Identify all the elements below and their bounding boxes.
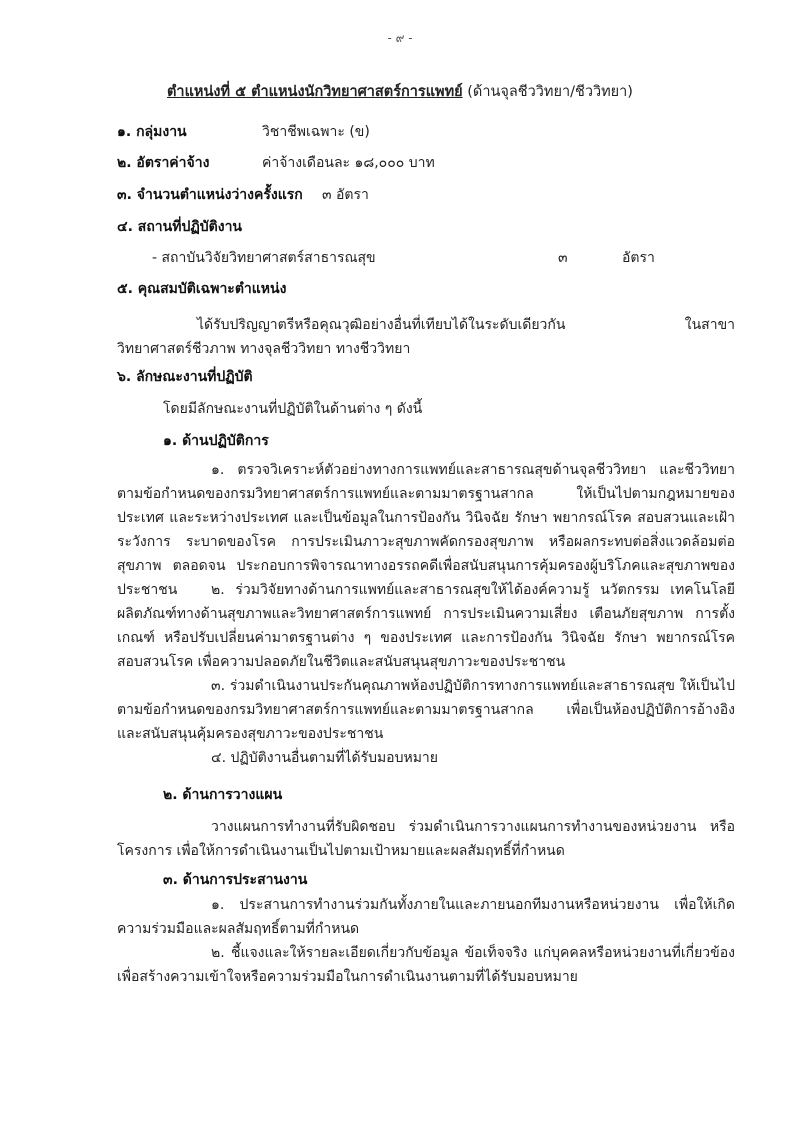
vacancies-value: ๓ อัตรา	[322, 187, 369, 203]
operations-heading: ๑. ด้านปฏิบัติการ	[163, 433, 269, 449]
wage-label: ๒. อัตราค่าจ้าง	[117, 155, 210, 171]
coordination-heading: ๓. ด้านการประสานงาน	[163, 872, 308, 888]
title-main: ตำแหน่งที่ ๕ ตำแหน่งนักวิทยาศาสตร์การแพทย์	[167, 84, 463, 100]
location-count: ๓	[558, 250, 568, 266]
duties-intro: โดยมีลักษณะงานที่ปฏิบัติในด้านต่าง ๆ ดังนี้	[163, 401, 423, 417]
duties-label: ๖. ลักษณะงานที่ปฏิบัติ	[117, 369, 253, 385]
location-unit: อัตรา	[622, 250, 655, 266]
operations-p3: ๓. ร่วมดำเนินงานประกันคุณภาพห้องปฏิบัติการทางการแพทย์และสาธารณสุข ให้เป็นไป ตามข้อกำหนดของกรมวิทยาศาสตร์การแพทย์และตามมาตรฐานสากล เพื่อเป็นห้องปฏิบัติการอ้างอิง และสนับสนุนคุ้มครองสุขภาวะของประชาชน	[117, 678, 735, 742]
coordination-p2: ๒. ชี้แจงและให้รายละเอียดเกี่ยวกับข้อมูล ข้อเท็จจริง แก่บุคคลหรือหน่วยงานที่เกี่ยวข้อง เพื่อสร้างความเข้าใจหรือความร่วมมือในการดำเนินงานตามที่ได้รับมอบหมาย	[117, 945, 735, 985]
page-number: - ๙ -	[387, 31, 413, 45]
group-label: ๑. กลุ่มงาน	[117, 124, 187, 140]
group-value: วิชาชีพเฉพาะ (ข)	[262, 124, 370, 140]
wage-value: ค่าจ้างเดือนละ ๑๘,๐๐๐ บาท	[262, 155, 435, 171]
title-sub: (ด้านจุลชีววิทยา/ชีววิทยา)	[467, 84, 633, 100]
operations-p2: ๒. ร่วมวิจัยทางด้านการแพทย์และสาธารณสุขให้ได้องค์ความรู้ นวัตกรรม เทคโนโลยี ผลิตภัณฑ์ทางด้านสุขภาพและวิทยาศาสตร์การแพทย์ การประเมินความเสี่ยง เตือนภัยสุขภาพ การตั้งเกณฑ์ หรือปรับเปลี่ยนค่ามาตรฐานต่าง ๆ ของประเทศ และการป้องกัน วินิจฉัย รักษา พยากรณ์โรค สอบสวนโรค เพื่อความปลอดภัยในชีวิตและสนับสนุนสุขภาวะของประชาชน	[117, 582, 735, 670]
coordination-p1: ๑. ประสานการทำงานร่วมกันทั้งภายในและภายนอกทีมงานหรือหน่วยงาน เพื่อให้เกิด ความร่วมมือและผลสัมฤทธิ์ตามที่กำหนด	[117, 897, 735, 937]
location-place: - สถาบันวิจัยวิทยาศาสตร์สาธารณสุข	[152, 250, 376, 266]
planning-heading: ๒. ด้านการวางแผน	[163, 787, 283, 803]
operations-p1: ๑. ตรวจวิเคราะห์ตัวอย่างทางการแพทย์และสาธารณสุขด้านจุลชีววิทยา และชีววิทยา ตามข้อกำหนดของกรมวิทยาศาสตร์การแพทย์และตามมาตรฐานสากล ให้เป็นไปตามกฎหมายของประเทศ และระหว่างประเทศ และเป็นข้อมูลในการป้องกัน วินิจฉัย รักษา พยากรณ์โรค สอบสวนและเฝ้าระวังการ ระบาดของโรค การประเมินภาวะสุขภาพคัดกรองสุขภาพ หรือผลกระทบต่อสิ่งแวดล้อมต่อสุขภาพ ตลอดจน ประกอบการพิจารณาทางอรรถคดีเพื่อสนับสนุนการคุ้มครองผู้บริโภคและสุขภาพของประชาชน	[117, 462, 735, 598]
vacancies-label: ๓. จำนวนตำแหน่งว่างครั้งแรก	[117, 187, 303, 203]
qualification-label: ๕. คุณสมบัติเฉพาะตำแหน่ง	[117, 281, 287, 297]
qualification-text: ได้รับปริญญาตรีหรือคุณวุฒิอย่างอื่นที่เทียบได้ในระดับเดียวกัน ในสาขาวิทยาศาสตร์ชีวภาพ ทางจุลชีววิทยา ทางชีววิทยา	[117, 317, 735, 357]
location-label: ๔. สถานที่ปฏิบัติงาน	[117, 219, 243, 235]
operations-p4: ๔. ปฏิบัติงานอื่นตามที่ได้รับมอบหมาย	[211, 750, 439, 766]
planning-p1: วางแผนการทำงานที่รับผิดชอบ ร่วมดำเนินการวางแผนการทำงานของหน่วยงาน หรือโครงการ เพื่อให้การดำเนินงานเป็นไปตามเป้าหมายและผลสัมฤทธิ์ที่กำหนด	[117, 819, 735, 859]
page-title	[0, 80, 800, 104]
